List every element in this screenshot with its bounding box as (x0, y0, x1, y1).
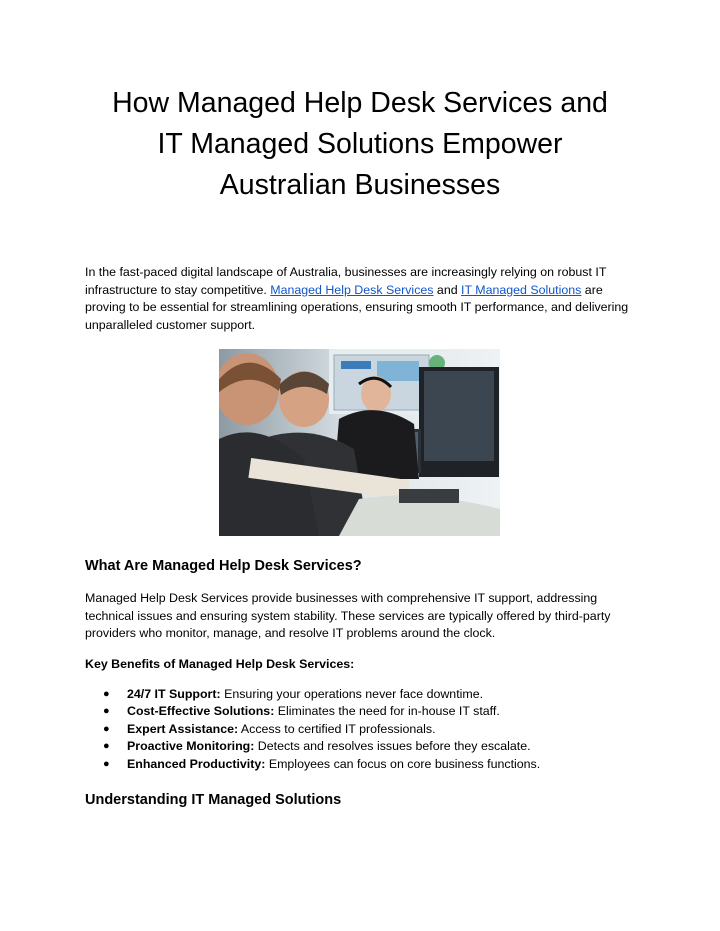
intro-text-start: In the fast-paced digital landscape of Australia, businesses are increasingly relying on robust IT infrastructure to stay competitive. (85, 265, 607, 297)
benefit-text: Detects and resolves issues before they escalate. (254, 739, 531, 754)
benefit-label: Enhanced Productivity: (127, 756, 266, 771)
bullet-icon: ● (103, 757, 110, 770)
list-item (85, 721, 540, 738)
bullet-icon: ● (103, 705, 110, 718)
it-managed-solutions-link[interactable]: IT Managed Solutions (461, 282, 582, 297)
benefit-text: Eliminates the need for in-house IT staff. (274, 704, 500, 719)
benefit-label: Cost-Effective Solutions: (127, 704, 275, 719)
title-line-2: IT Managed Solutions Empower (157, 128, 563, 160)
benefit-label: 24/7 IT Support: (127, 687, 221, 701)
benefits-list (85, 686, 540, 773)
office-team-photo (219, 349, 500, 536)
title-line-1: How Managed Help Desk Services and (112, 87, 608, 119)
bullet-icon: ● (103, 740, 110, 753)
benefit-text: Access to certified IT professionals. (238, 721, 436, 736)
managed-help-desk-link[interactable]: Managed Help Desk Services (270, 282, 434, 297)
intro-text-end: are proving to be essential for streamlining operations, ensuring smooth IT performance, and delivering unparalleled customer support. (85, 282, 629, 332)
benefit-label: Proactive Monitoring: (127, 739, 255, 754)
list-item (85, 686, 540, 703)
list-item (85, 756, 540, 773)
section-heading-it-managed: Understanding IT Managed Solutions (85, 792, 342, 808)
list-item (85, 703, 540, 720)
section-heading-help-desk: What Are Managed Help Desk Services? (85, 558, 362, 574)
intro-paragraph (85, 264, 645, 334)
list-item (85, 738, 540, 755)
bullet-icon: ● (103, 688, 110, 700)
page-title (60, 83, 660, 206)
benefits-heading: Key Benefits of Managed Help Desk Services: (85, 657, 355, 671)
benefit-label: Expert Assistance: (127, 721, 239, 736)
bullet-icon: ● (103, 722, 110, 735)
benefit-text: Ensuring your operations never face downtime. (220, 687, 484, 701)
intro-text-between: and (433, 282, 462, 297)
benefit-text: Employees can focus on core business functions. (265, 756, 541, 771)
title-line-3: Australian Businesses (219, 169, 501, 201)
help-desk-paragraph: Managed Help Desk Services provide businesses with comprehensive IT support, addressing technical issues and ensuring system stability. These services are typically offered by third-party providers who monitor, manage, and resolve IT problems around the clock. (85, 591, 611, 640)
